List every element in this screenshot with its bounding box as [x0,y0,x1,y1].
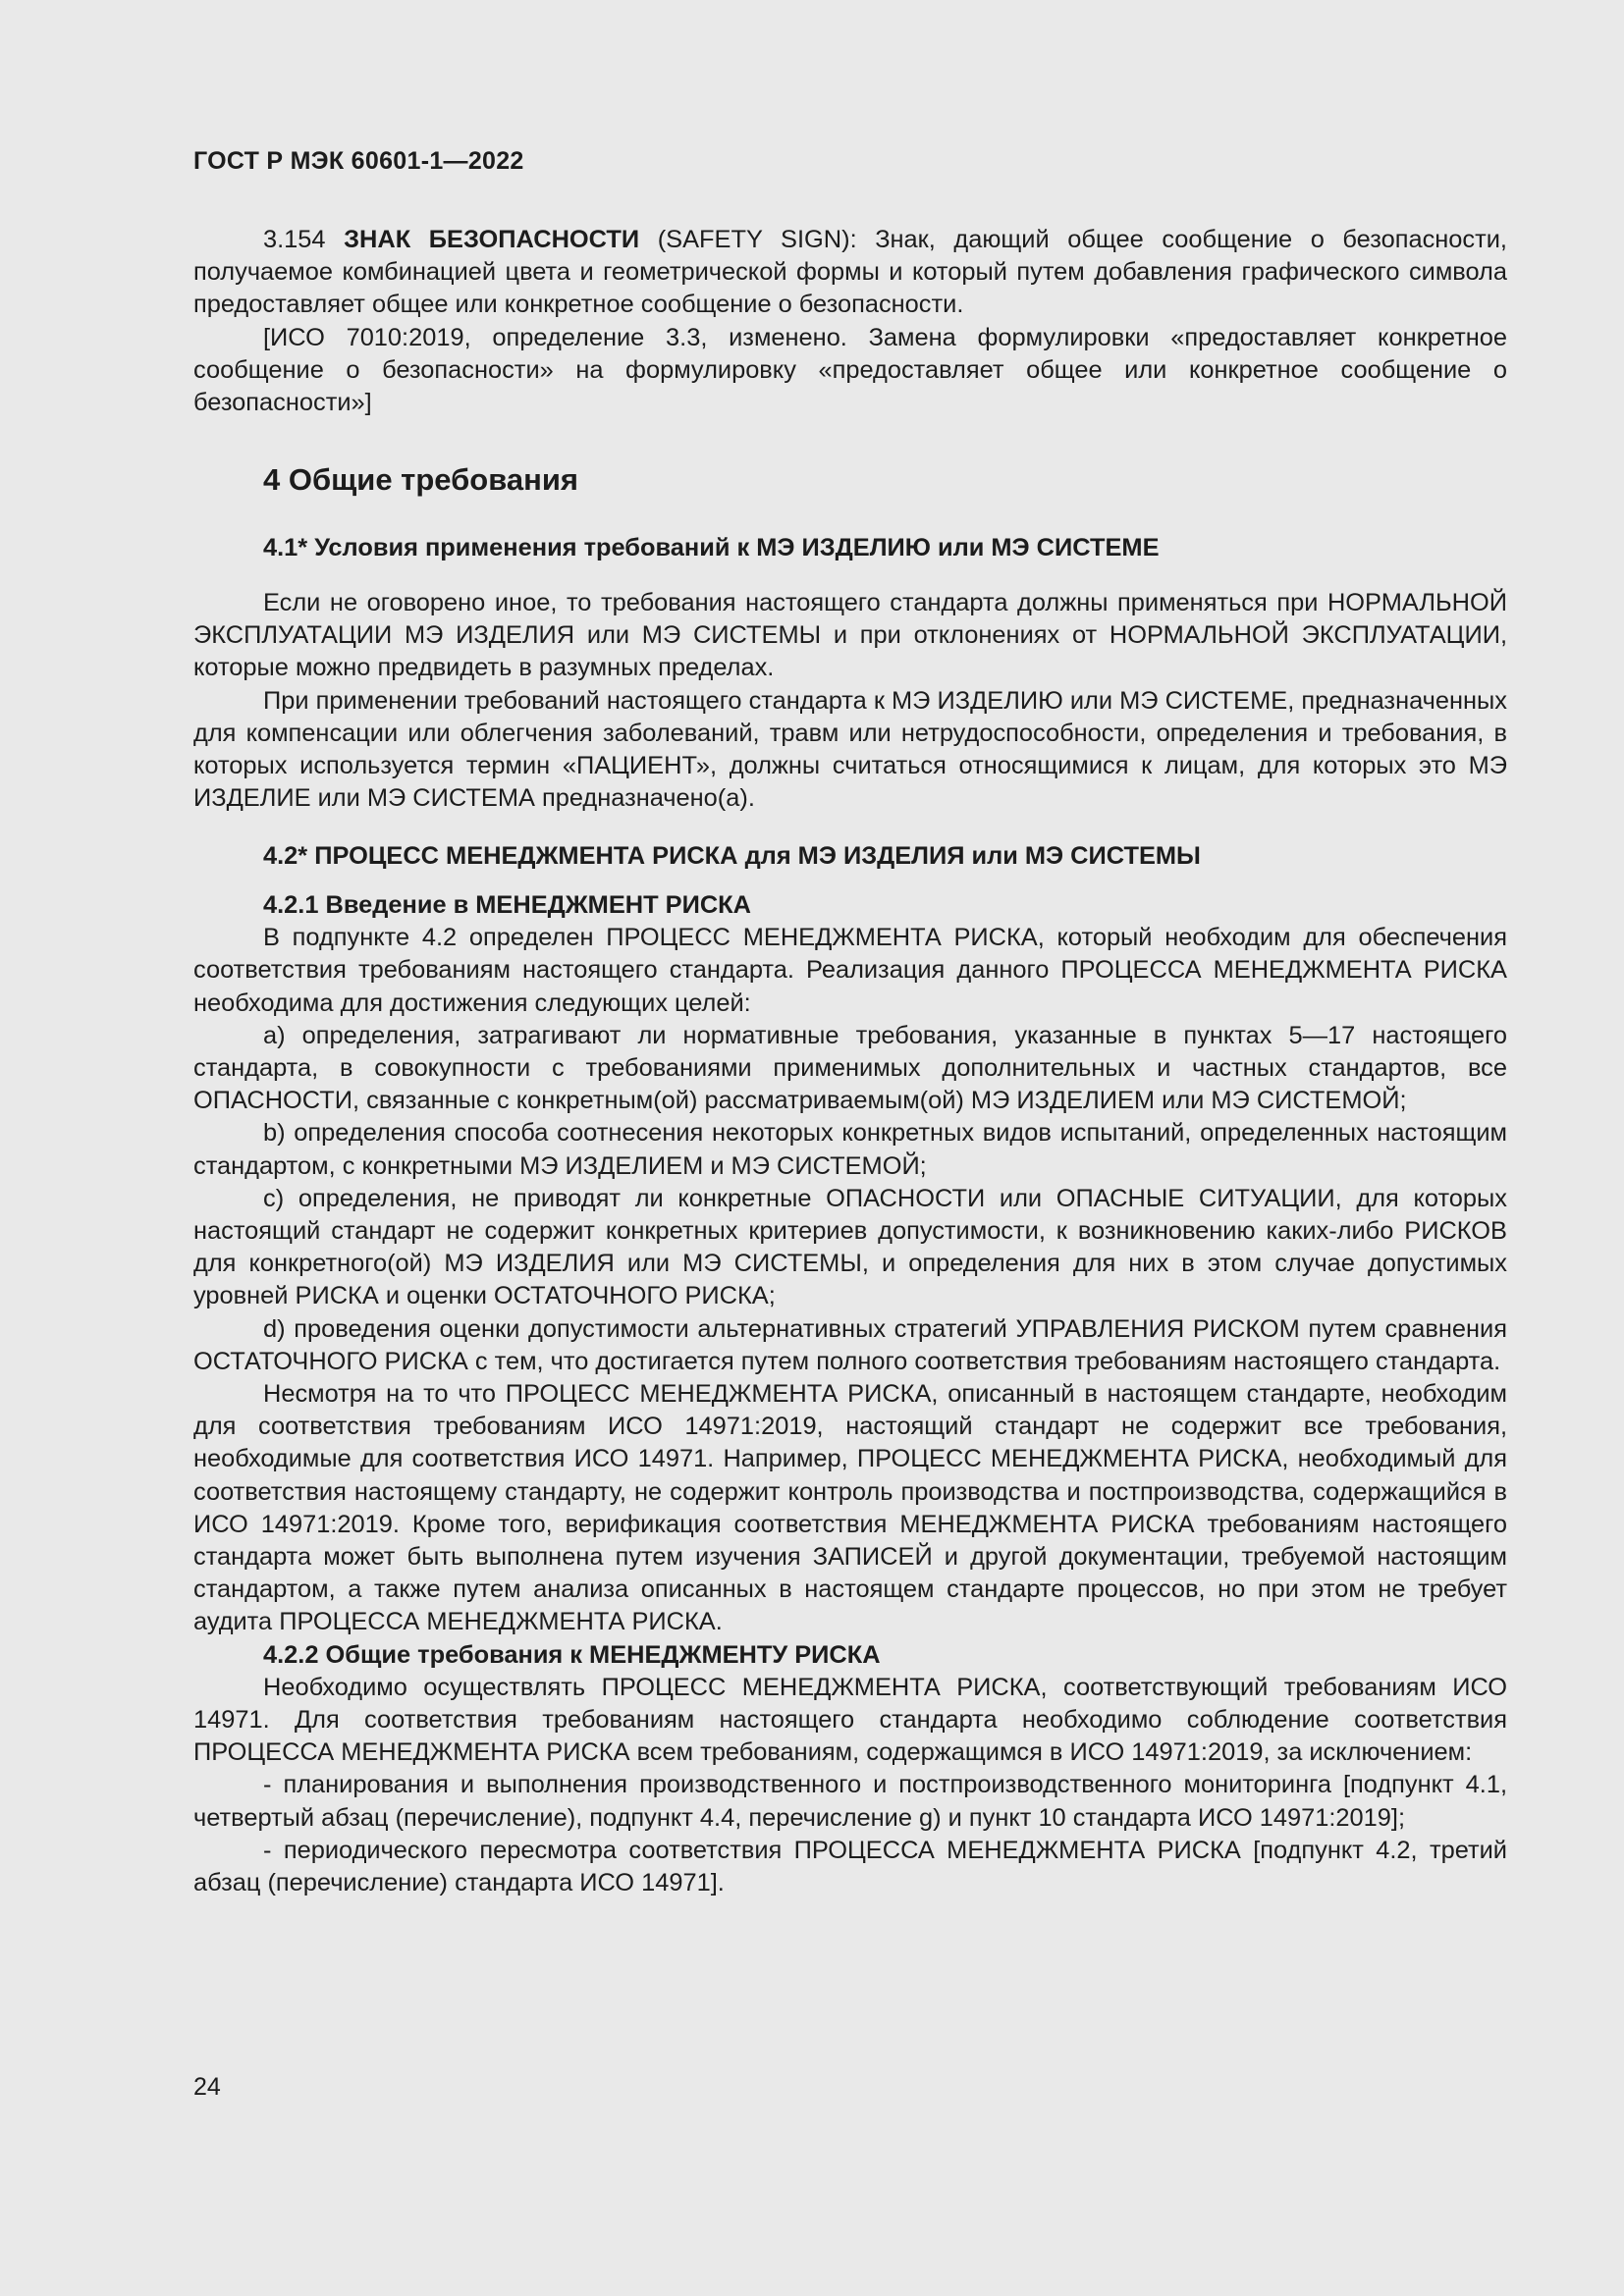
section-4-2-1-closing-paragraph: Несмотря на то что ПРОЦЕСС МЕНЕДЖМЕНТА РИСКА, описанный в настоящем стандарте, необходим для соответствия требованиям ИСО 14971:2019, настоящий стандарт не содержит все требования, необходимые для соответствия ИСО 14971. Например, ПРОЦЕСС МЕНЕДЖМЕНТА РИСКА, необходимый для соответствия настоящему стандарту, не содержит контроль производства и постпроизводства, содержащийся в ИСО 14971:2019. Кроме того, верификация соответствия МЕНЕДЖМЕНТА РИСКА требованиям настоящего стандарта может быть выполнена путем изучения ЗАПИСЕЙ и другой документации, требуемой настоящим стандартом, а также путем анализа описанных в настоящем стандарте процессов, но при этом не требует аудита ПРОЦЕССА МЕНЕДЖМЕНТА РИСКА. [193,1380,1507,1636]
section-4-1-heading-block [193,532,1507,564]
dash-item-1: - планирования и выполнения производственного и постпроизводственного мониторинга [подпункт 4.1, четвертый абзац (перечисление), подпункт 4.4, перечисление g) и пункт 10 стандарта ИСО 14971:2019]; [193,1771,1507,1832]
section-4-title: 4 Общие требования [263,462,578,497]
section-4-2-heading-block [193,840,1507,873]
definition-term: ЗНАК БЕЗОПАСНОСТИ [344,226,640,253]
list-item-d: d) проведения оценки допустимости альтернативных стратегий УПРАВЛЕНИЯ РИСКОМ путем сравнения ОСТАТОЧНОГО РИСКА с тем, что достигается путем полного соответствия требованиям настоящего стандарта. [193,1314,1507,1375]
definition-number: 3.154 [263,226,326,253]
section-4-1-title: 4.1* Условия применения требований к МЭ ИЗДЕЛИЮ или МЭ СИСТЕМЕ [263,534,1160,561]
section-4-1-paragraph-1: Если не оговорено иное, то требования настоящего стандарта должны применяться при НОРМАЛЬНОЙ ЭКСПЛУАТАЦИИ МЭ ИЗДЕЛИЯ или МЭ СИСТЕМЫ и при отклонениях от НОРМАЛЬНОЙ ЭКСПЛУАТАЦИИ, которые можно предвидеть в разумных пределах. [193,589,1507,682]
definition-text: (SAFETY SIGN): Знак, дающий общее сообщение о безопасности, получаемое комбинацией цвета и геометрической формы и который путем добавления графического символа предоставляет общее или конкретное сообщение о безопасности. [193,226,1507,319]
definition-paragraph [193,224,1507,322]
definition-3-154 [193,224,1507,419]
section-4-2-1-intro: В подпункте 4.2 определен ПРОЦЕСС МЕНЕДЖМЕНТА РИСКА, который необходим для обеспечения соответствия требованиям настоящего стандарта. Реализация данного ПРОЦЕССА МЕНЕДЖМЕНТА РИСКА необходима для достижения следующих целей: [193,924,1507,1017]
section-4-2-2-intro: Необходимо осуществлять ПРОЦЕСС МЕНЕДЖМЕНТА РИСКА, соответствующий требованиям ИСО 14971. Для соответствия требованиям настоящего стандарта необходимо соблюдение соответствия ПРОЦЕССА МЕНЕДЖМЕНТА РИСКА всем требованиям, содержащимся в ИСО 14971:2019, за исключением: [193,1673,1507,1767]
page-number: 24 [193,2073,221,2101]
section-4-2-body [193,889,1507,1899]
section-4-1-body [193,587,1507,815]
section-4-2-title: 4.2* ПРОЦЕСС МЕНЕДЖМЕНТА РИСКА для МЭ ИЗДЕЛИЯ или МЭ СИСТЕМЫ [263,842,1201,870]
dash-item-2: - периодического пересмотра соответствия ПРОЦЕССА МЕНЕДЖМЕНТА РИСКА [подпункт 4.2, третий абзац (перечисление) стандарта ИСО 14971]. [193,1836,1507,1897]
section-4-2-2-title: 4.2.2 Общие требования к МЕНЕДЖМЕНТУ РИСКА [263,1640,881,1669]
section-4-2-1-title: 4.2.1 Введение в МЕНЕДЖМЕНТ РИСКА [263,891,752,919]
standard-code-header: ГОСТ Р МЭК 60601-1—2022 [193,147,524,175]
list-item-b: b) определения способа соотнесения некоторых конкретных видов испытаний, определенных настоящим стандартом, с конкретными МЭ ИЗДЕЛИЕМ и МЭ СИСТЕМОЙ; [193,1119,1507,1180]
section-4-heading-block [193,462,1507,498]
list-item-c: c) определения, не приводят ли конкретные ОПАСНОСТИ или ОПАСНЫЕ СИТУАЦИИ, для которых настоящий стандарт не содержит конкретных критериев допустимости, к возникновению каких-либо РИСКОВ для конкретного(ой) МЭ ИЗДЕЛИЯ или МЭ СИСТЕМЫ, и определения для них в этом случае допустимых уровней РИСКА и оценки ОСТАТОЧНОГО РИСКА; [193,1184,1507,1310]
definition-note: [ИСО 7010:2019, определение 3.3, изменено. Замена формулировки «предоставляет конкретное сообщение о безопасности» на формулировку «предоставляет общее или конкретное сообщение о безопасности»] [193,323,1507,417]
list-item-a: a) определения, затрагивают ли нормативные требования, указанные в пунктах 5—17 настоящего стандарта, в совокупности с требованиями применимых дополнительных и частных стандартов, все ОПАСНОСТИ, связанные с конкретным(ой) рассматриваемым(ой) МЭ ИЗДЕЛИЕМ или МЭ СИСТЕМОЙ; [193,1021,1507,1115]
section-4-1-paragraph-2: При применении требований настоящего стандарта к МЭ ИЗДЕЛИЮ или МЭ СИСТЕМЕ, предназначенных для компенсации или облегчения заболеваний, травм или нетрудоспособности, определения и требования, в которых используется термин «ПАЦИЕНТ», должны считаться относящимися к лицам, для которых это МЭ ИЗДЕЛИЕ или МЭ СИСТЕМА предназначено(а). [193,686,1507,813]
